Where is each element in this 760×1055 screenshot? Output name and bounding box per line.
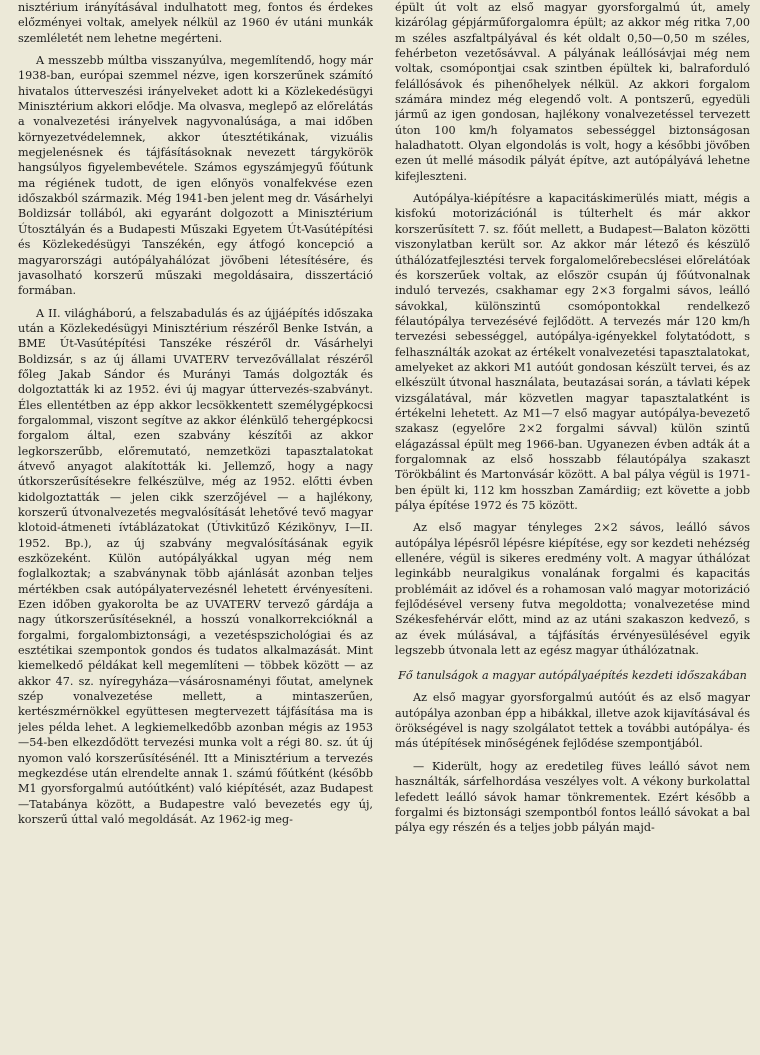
paragraph: A messzebb múltba visszanyúlva, megemlítendő, hogy már 1938-ban, európai szemmel nézve, igen korszerűnek számító hivatalos útterveszési irányelveket adott ki a Közlekedésügyi Minisztérium akkori elődje. Ma olvasva, meglepő az előrelátás a vonalvezetési irányelvek nagyvonalúsága, a mai időben környezetvédelemnek, akkor útesztétikának, vizuális megjelenésnek és tájfásításoknak nevezett tárgykörök hangsúlyos figyelembevétele. Számos egyszámjegyű főútunk ma régiének tudott, de igen előnyös vonalfekvése ezen időszakból származik. Még 1941-ben jelent meg dr. Vásárhelyi Boldizsár tollából, aki egyaránt dolgozott a Minisztérium Útosztályán és a Budapesti Műszaki Egyetem Út-Vasútépítési és Közlekedésügyi Tanszékén, egy átfogó koncepció a magyarországi autópályahálózat jövőbeni létesítésére, és javasolható korszerű műszaki megoldásaira, disszertáció formában. xyxy=(18,54,373,298)
paragraph: A II. világháború, a felszabadulás és az újjáépítés időszaka után a Közlekedésügyi Minisztérium részéről Benke István, a BME Út-Vasútépítési Tanszéke részéről dr. Vásárhelyi Boldizsár, s az új állami UVATERV tervezővállalat részéről főleg Jakab Sándor és Murányi Tamás dolgozták és dolgoztatták ki az 1952. évi új magyar úttervezés-szabványt. Éles ellentétben az épp akkor lecsökkentett személygépkocsi forgalommal, viszont segítve az akkor élénkülő tehergépkocsi forgalom által, ezen szabvány készítői az akkor legkorszerűbb, előremutató, nemzetközi tapasztalatokat átvevő anyagot alakították ki. Jellemző, hogy a nagy útkorszerűsítésekre felkészülve, még az 1952. előtti évben kidolgoztatták — jelen cikk szerzőjével — a hajlékony, korszerű útvonalvezetés megvalósítását lehetővé tevő magyar klotoid-átmeneti ívtáblázatokat (Útivkitűző Kézikönyv, I—II. 1952. Bp.), az új szabvány megvalósításának egyik eszközeként. Külön autópályákkal ugyan még nem foglalkoztak; a szabványnak több ajánlását azonban teljes mértékben csak autópályatervezésnél lehetett érvényesíteni. Ezen időben gyakorolta be az UVATERV tervező gárdája a nagy útkorszerűsítéseknél, a hosszú vonalkorrekcióknál a forgalmi, forgalombiztonsági, a vezetéspszichológiai és az esztétikai szempontok gondos és tudatos alkalmazását. Mint kiemelkedő példákat kell megemlíteni — többek között — az akkor 47. sz. nyíregyháza—vásárosnaményi főutat, amelynek szép vonalvezetése mellett, a mintaszerűen, kertészmérnökkel együttesen megtervezett tájfásítása ma is jeles példa lehet. A legkiemelkedőbb azonban mégis az 1953—54-ben elkezdődött tervezési munka volt a régi 80. sz. út új nyomon való korszerűsítésénél. Itt a Minisztérium a tervezés megkezdése után elrendelte annak 1. számú főútként (később M1 gyorsforgalmú autóútként) való kiépítését, azaz Budapest—Tatabánya között, a Budapestre való bevezetés egy új, korszerű úttal való megoldását. Az 1962-ig meg- xyxy=(18,306,373,826)
right-column xyxy=(395,0,750,1055)
paragraph: épült út volt az első magyar gyorsforgalmú út, amely kizárólag gépjárműforgalomra épült; az akkor még ritka 7,00 m széles aszfaltpályával és két oldalt 0,50—0,50 m széles, fehérbeton vezetősávval. A pályának leállósávjai még nem voltak, csomópontjai csak szintben épültek ki, balraforduló felállósávok és pihenőhelyek nélkül. Az akkori forgalom számára mindez még elegendő volt. A pontszerű, egyedüli jármű az igen gondosan, hajlékony vonalvezetéssel tervezett úton 100 km/h folyamatos sebességgel biztonságosan haladhatott. Olyan elgondolás is volt, hogy a későbbi jövőben ezen út mellé második pályát építve, azt autópályává lehetne kifejleszteni. xyxy=(395,1,750,183)
paragraph: Az első magyar gyorsforgalmú autóút és az első magyar autópálya azonban épp a hibákkal, illetve azok kijavításával és örökségével is nagy szolgálatot tettek a további autópálya- és más útépítések minőségének fejlődése szempontjából. xyxy=(395,691,750,751)
left-column xyxy=(18,0,373,1055)
section-title: Fő tanulságok a magyar autópályaépítés kezdeti időszakában xyxy=(398,669,747,683)
paragraph: — Kiderült, hogy az eredetileg füves leálló sávot nem használták, sárfelhordása veszélyes volt. A vékony burkolattal lefedett leálló sávok hamar tönkrementek. Ezért később a forgalmi és biztonsági szempontból fontos leálló sávokat a bal pálya egy részén és a teljes jobb pályán majd- xyxy=(395,759,750,835)
paragraph: Az első magyar tényleges 2×2 sávos, leálló sávos autópálya lépésről lépésre kiépítése, egy sor kezdeti nehézség ellenére, végül is sikeres eredmény volt. A magyar úthálózat leginkább neuralgikus vonalának forgalmi és kapacitás problémáit az idővel és a rohamosan való magyar motorizáció fejlődésével verseny futva megoldotta; vonalvezetése mind Székesfehérvár előtt, mind az az utáni szakaszon kedvező, s az évek múlásával, a tájfásítás érvényesülésével egyik legszebb útvonala lett az egész magyar úthálózatnak. xyxy=(395,521,750,658)
paragraph: Autópálya-kiépítésre a kapacitáskimerülés miatt, mégis a kisfokú motorizációnál is túlterhelt és már akkor korszerűsített 7. sz. főút mellett, a Budapest—Balaton közötti viszonylatban került sor. Az akkor már létező és készülő úthálózatfejlesztési tervek forgalomelőrebecslései előrelátóak és korszerűek voltak, az először csupán új főútvonalnak induló tervezés, csakhamar egy 2×3 forgalmi sávos, leálló sávokkal, különszintű csomópontokkal rendelkező félautópálya tervezésévé fejlődött. A tervezés már 120 km/h tervezési sebességgel, autópálya-igényekkel folytatódott, s felhasználták azokat az értékelt vonalvezetési tapasztalatokat, amelyeket az akkori M1 autóút gondosan készült tervei, és az elkészült útvonal használata, beutazásai során, a távlati képek vizsgálatával, már közvetlen magyar tapasztalatként is értékelni lehetett. Az M1—7 első magyar autópálya-bevezető szakasz (egyelőre 2×2 forgalmi sávval) külön szintű elágazással épült meg 1966-ban. Ugyanezen évben adták át a forgalomnak az első hosszabb félautópálya szakaszt Törökbálint és Martonvásár között. A bal pálya végül is 1971-ben épült ki, 112 km hosszban Zamárdiig; ezt követte a jobb pálya építése 1972 és 75 között. xyxy=(395,192,750,512)
paragraph: nisztérium irányításával indulhatott meg, fontos és érdekes előzményei voltak, amelyek nélkül az 1960 év utáni munkák szemléletét nem lehetne megérteni. xyxy=(18,1,373,45)
